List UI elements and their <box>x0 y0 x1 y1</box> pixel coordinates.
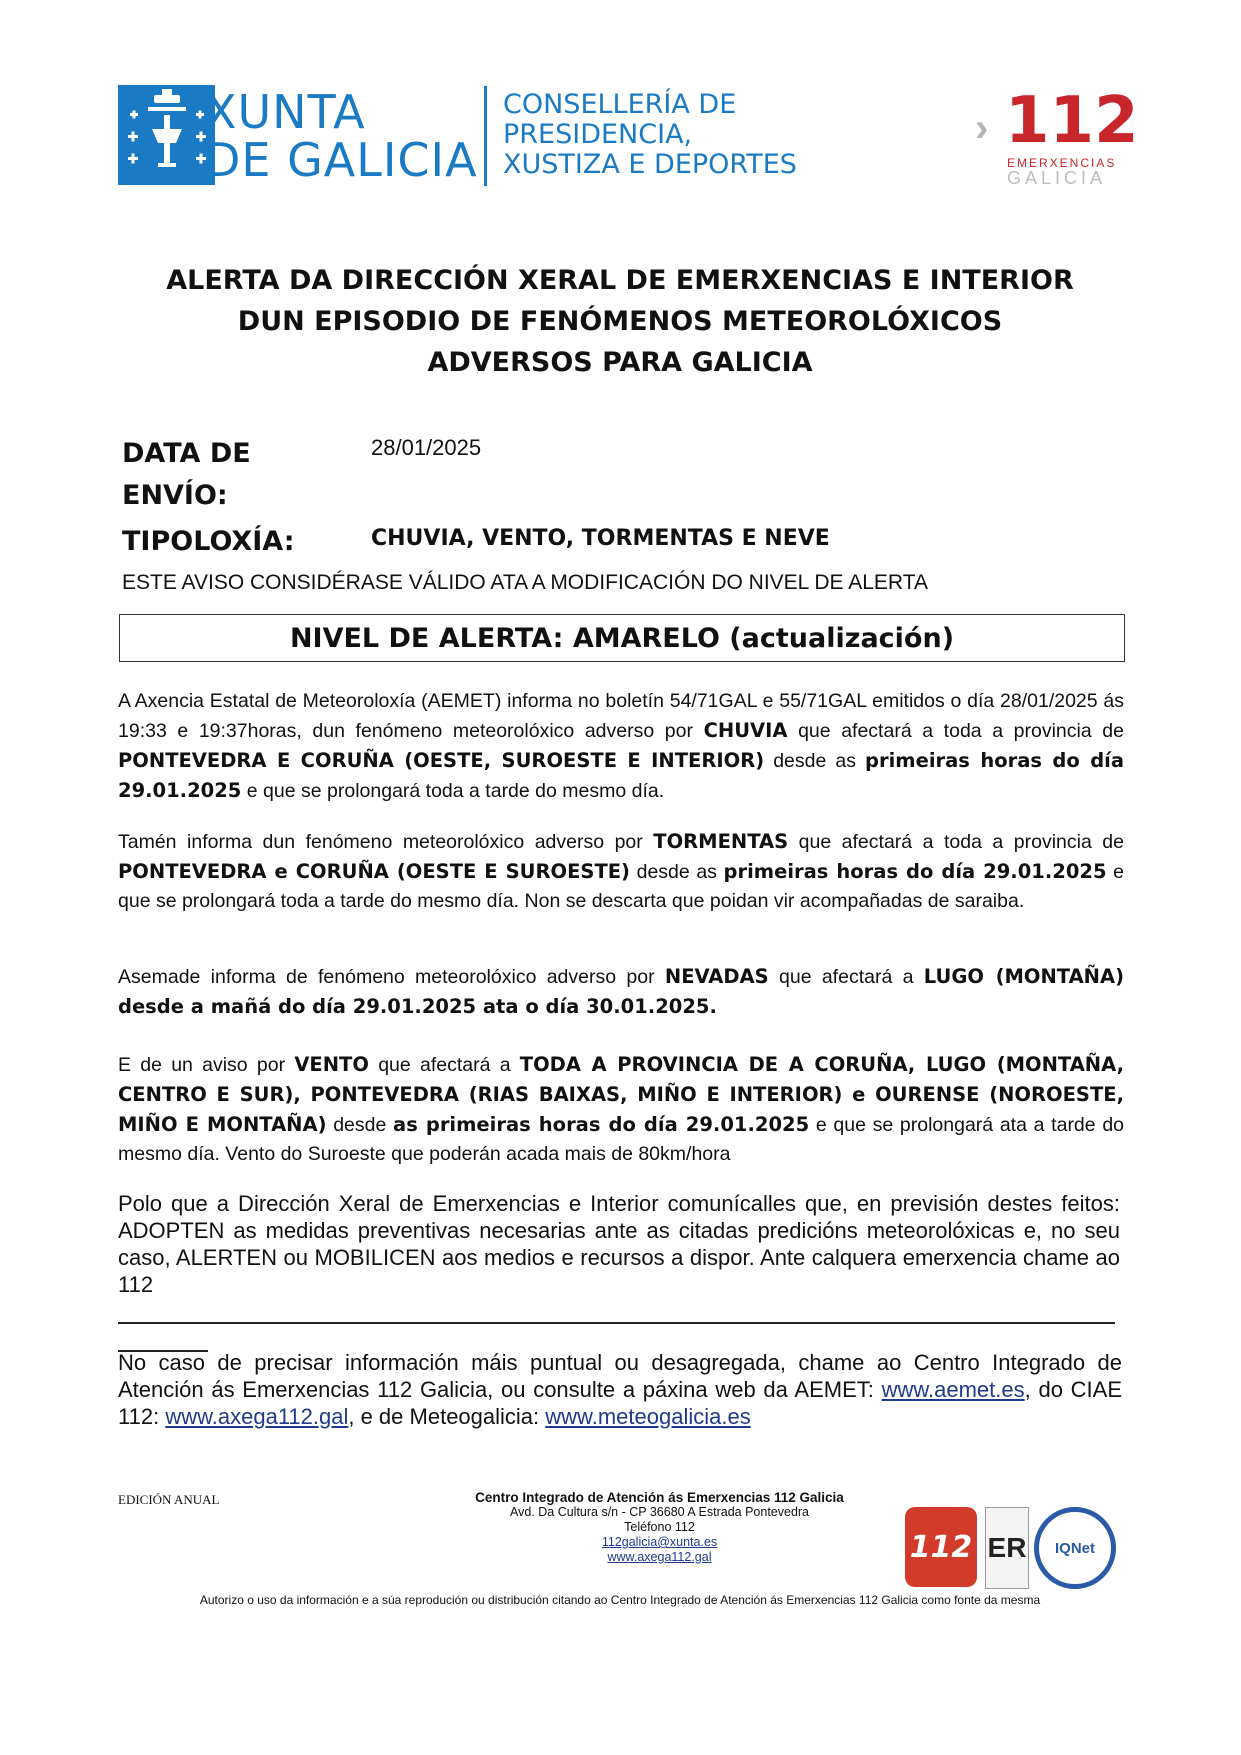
p6-text1: No caso de precisar información máis puntual ou desagregada, chame ao Centro Integrado de Atención ás Emerxencias 112 Galicia, ou consulte a páxina web da AEMET: <box>118 1350 1122 1402</box>
xunta-line1: XUNTA <box>205 85 366 139</box>
p2-text2: que afectará a toda a provincia de <box>788 831 1124 853</box>
p1-text3: desde as <box>764 750 866 772</box>
p3-text1: Asemade informa de fenómeno meteorolóxico adverso por <box>118 966 665 988</box>
alert-level-box <box>119 614 1125 662</box>
document-title <box>110 260 1130 383</box>
type-value: CHUVIA, VENTO, TORMENTAS E NEVE <box>371 526 830 551</box>
quality-112-text: 112 <box>909 1529 973 1565</box>
contact-address: Avd. Da Cultura s/n - CP 36680 A Estrada Pontevedra <box>509 1505 810 1519</box>
contact-phone: Teléfono 112 <box>624 1520 695 1534</box>
paragraph-more-info <box>118 1349 1122 1430</box>
conselleria-line1: CONSELLERÍA DE <box>503 89 737 120</box>
p2-bold2: PONTEVEDRA e CORUÑA (OESTE E SUROESTE) <box>118 860 630 883</box>
contact-web-link[interactable]: www.axega112.gal <box>607 1550 712 1564</box>
chevron-right-icon: › <box>975 106 989 150</box>
p1-bold2: PONTEVEDRA E CORUÑA (OESTE, SUROESTE E INTERIOR) <box>118 749 765 772</box>
usage-note: Autorizo o uso da información e a súa reprodución ou distribución citando ao Centro Integrado de Atención ás Emerxencias 112 Galicia como fonte da mesma <box>199 1593 1041 1607</box>
p2-text3: desde as <box>629 861 724 883</box>
p3-bold1: NEVADAS <box>664 965 769 988</box>
conselleria-name <box>503 90 797 180</box>
edition-label: EDICIÓN ANUAL <box>118 1492 220 1507</box>
iqnet-text: IQNet <box>1054 1539 1095 1557</box>
logo-112-galicia <box>975 84 1139 188</box>
aenor-er-badge <box>985 1507 1029 1589</box>
p3-bold2: LUGO (MONTAÑA) desde a mañá do día 29.01.2025 ata o día 30.01.2025. <box>118 965 1124 1018</box>
p3-text2: que afectará a <box>768 966 924 988</box>
paragraph-storms <box>118 827 1124 916</box>
p1-bold3: primeiras horas do día 29.01.2025 <box>118 749 1124 802</box>
p4-text4: e que se prolongará ata a tarde do mesmo día. Vento do Suroeste que poderán acada mais de 80km/hora <box>118 1114 1125 1165</box>
p6-text2: , do CIAE 112: <box>118 1377 1123 1429</box>
date-label <box>122 433 251 517</box>
alert-level-text: NIVEL DE ALERTA: AMARELO (actualización) <box>289 622 955 654</box>
paragraph-snow <box>118 962 1124 1022</box>
aemet-link[interactable]: www.aemet.es <box>881 1377 1025 1402</box>
xunta-logotype <box>205 85 478 187</box>
p4-bold3: as primeiras horas do día 29.01.2025 <box>393 1113 810 1136</box>
paragraph-wind <box>118 1050 1124 1169</box>
type-label: TIPOLOXÍA: <box>122 526 295 557</box>
conselleria-line3: XUSTIZA E DEPORTES <box>503 149 797 180</box>
p2-bold1: TORMENTAS <box>653 830 789 853</box>
title-line2: DUN EPISODIO DE FENÓMENOS METEOROLÓXICOS <box>237 306 1003 337</box>
paragraph-instructions: Polo que a Dirección Xeral de Emerxencias e Interior comunícalles que, en previsión destes feitos: ADOPTEN as medidas preventivas necesarias ante as citadas predicións meteorolóxicas e, no seu caso, ALERTEN ou MOBILICEN aos medios e recursos a dispor. Ante calquera emerxencia chame ao 112 <box>118 1191 1120 1297</box>
paragraph-rain <box>118 687 1124 806</box>
p1-bold1: CHUVIA <box>703 719 788 742</box>
header-divider <box>484 86 487 186</box>
logo-112-sub1: EMERXENCIAS <box>1007 156 1117 170</box>
date-label-line2: ENVÍO: <box>122 480 228 511</box>
date-label-line1: DATA DE <box>122 438 251 469</box>
p4-bold2: TODA A PROVINCIA DE A CORUÑA, LUGO (MONTAÑA, CENTRO E SUR), PONTEVEDRA (RIAS BAIXAS, MIÑO E INTERIOR) e OURENSE (NOROESTE, MIÑO E MONTAÑA) <box>118 1053 1124 1136</box>
p1-text4: e que se prolongará toda a tarde do mesmo día. <box>241 780 665 802</box>
contact-title: Centro Integrado de Atención ás Emerxencias 112 Galicia <box>475 1490 844 1505</box>
conselleria-line2: PRESIDENCIA, <box>503 119 693 150</box>
divider-line <box>118 1322 1115 1324</box>
aenor-er-text: ER <box>987 1532 1027 1563</box>
iqnet-badge <box>1034 1507 1116 1589</box>
xunta-emblem-icon <box>118 85 215 185</box>
validity-notice: ESTE AVISO CONSIDÉRASE VÁLIDO ATA A MODIFICACIÓN DO NIVEL DE ALERTA <box>122 571 928 594</box>
p4-bold1: VENTO <box>294 1053 369 1076</box>
logo-112-sub2: GALICIA <box>1007 168 1107 188</box>
p2-bold3: primeiras horas do día 29.01.2025 <box>723 860 1107 883</box>
title-line3: ADVERSOS PARA GALICIA <box>427 347 813 378</box>
xunta-line2: DE GALICIA <box>205 133 478 187</box>
p2-text4: e que se prolongará toda a tarde do mesmo día. Non se descarta que poidan vir acompañadas de saraiba. <box>118 861 1124 912</box>
title-line1: ALERTA DA DIRECCIÓN XERAL DE EMERXENCIAS E INTERIOR <box>166 265 1074 296</box>
meteogalicia-link[interactable]: www.meteogalicia.es <box>545 1404 751 1429</box>
contact-block <box>462 1490 857 1565</box>
date-value: 28/01/2025 <box>371 435 482 460</box>
p2-text1: Tamén informa dun fenómeno meteorolóxico adverso por <box>118 831 654 853</box>
logo-112-number: 112 <box>1005 84 1139 158</box>
axega-link[interactable]: www.axega112.gal <box>165 1404 349 1429</box>
p4-text1: E de un aviso por <box>118 1054 295 1076</box>
p1-text1: A Axencia Estatal de Meteoroloxía (AEMET) informa no boletín 54/71GAL e 55/71GAL emitidos o día 28/01/2025 ás 19:33 e 19:37horas, dun fenómeno meteorolóxico adverso por <box>118 690 1124 742</box>
p6-text3: , e de Meteogalicia: <box>348 1404 546 1429</box>
quality-112-badge <box>905 1507 977 1587</box>
p1-text2: que afectará a toda a provincia de <box>787 720 1124 742</box>
p4-text3: desde <box>326 1114 394 1136</box>
p4-text2: que afectará a <box>368 1054 520 1076</box>
contact-email-link[interactable]: 112galicia@xunta.es <box>601 1535 718 1549</box>
